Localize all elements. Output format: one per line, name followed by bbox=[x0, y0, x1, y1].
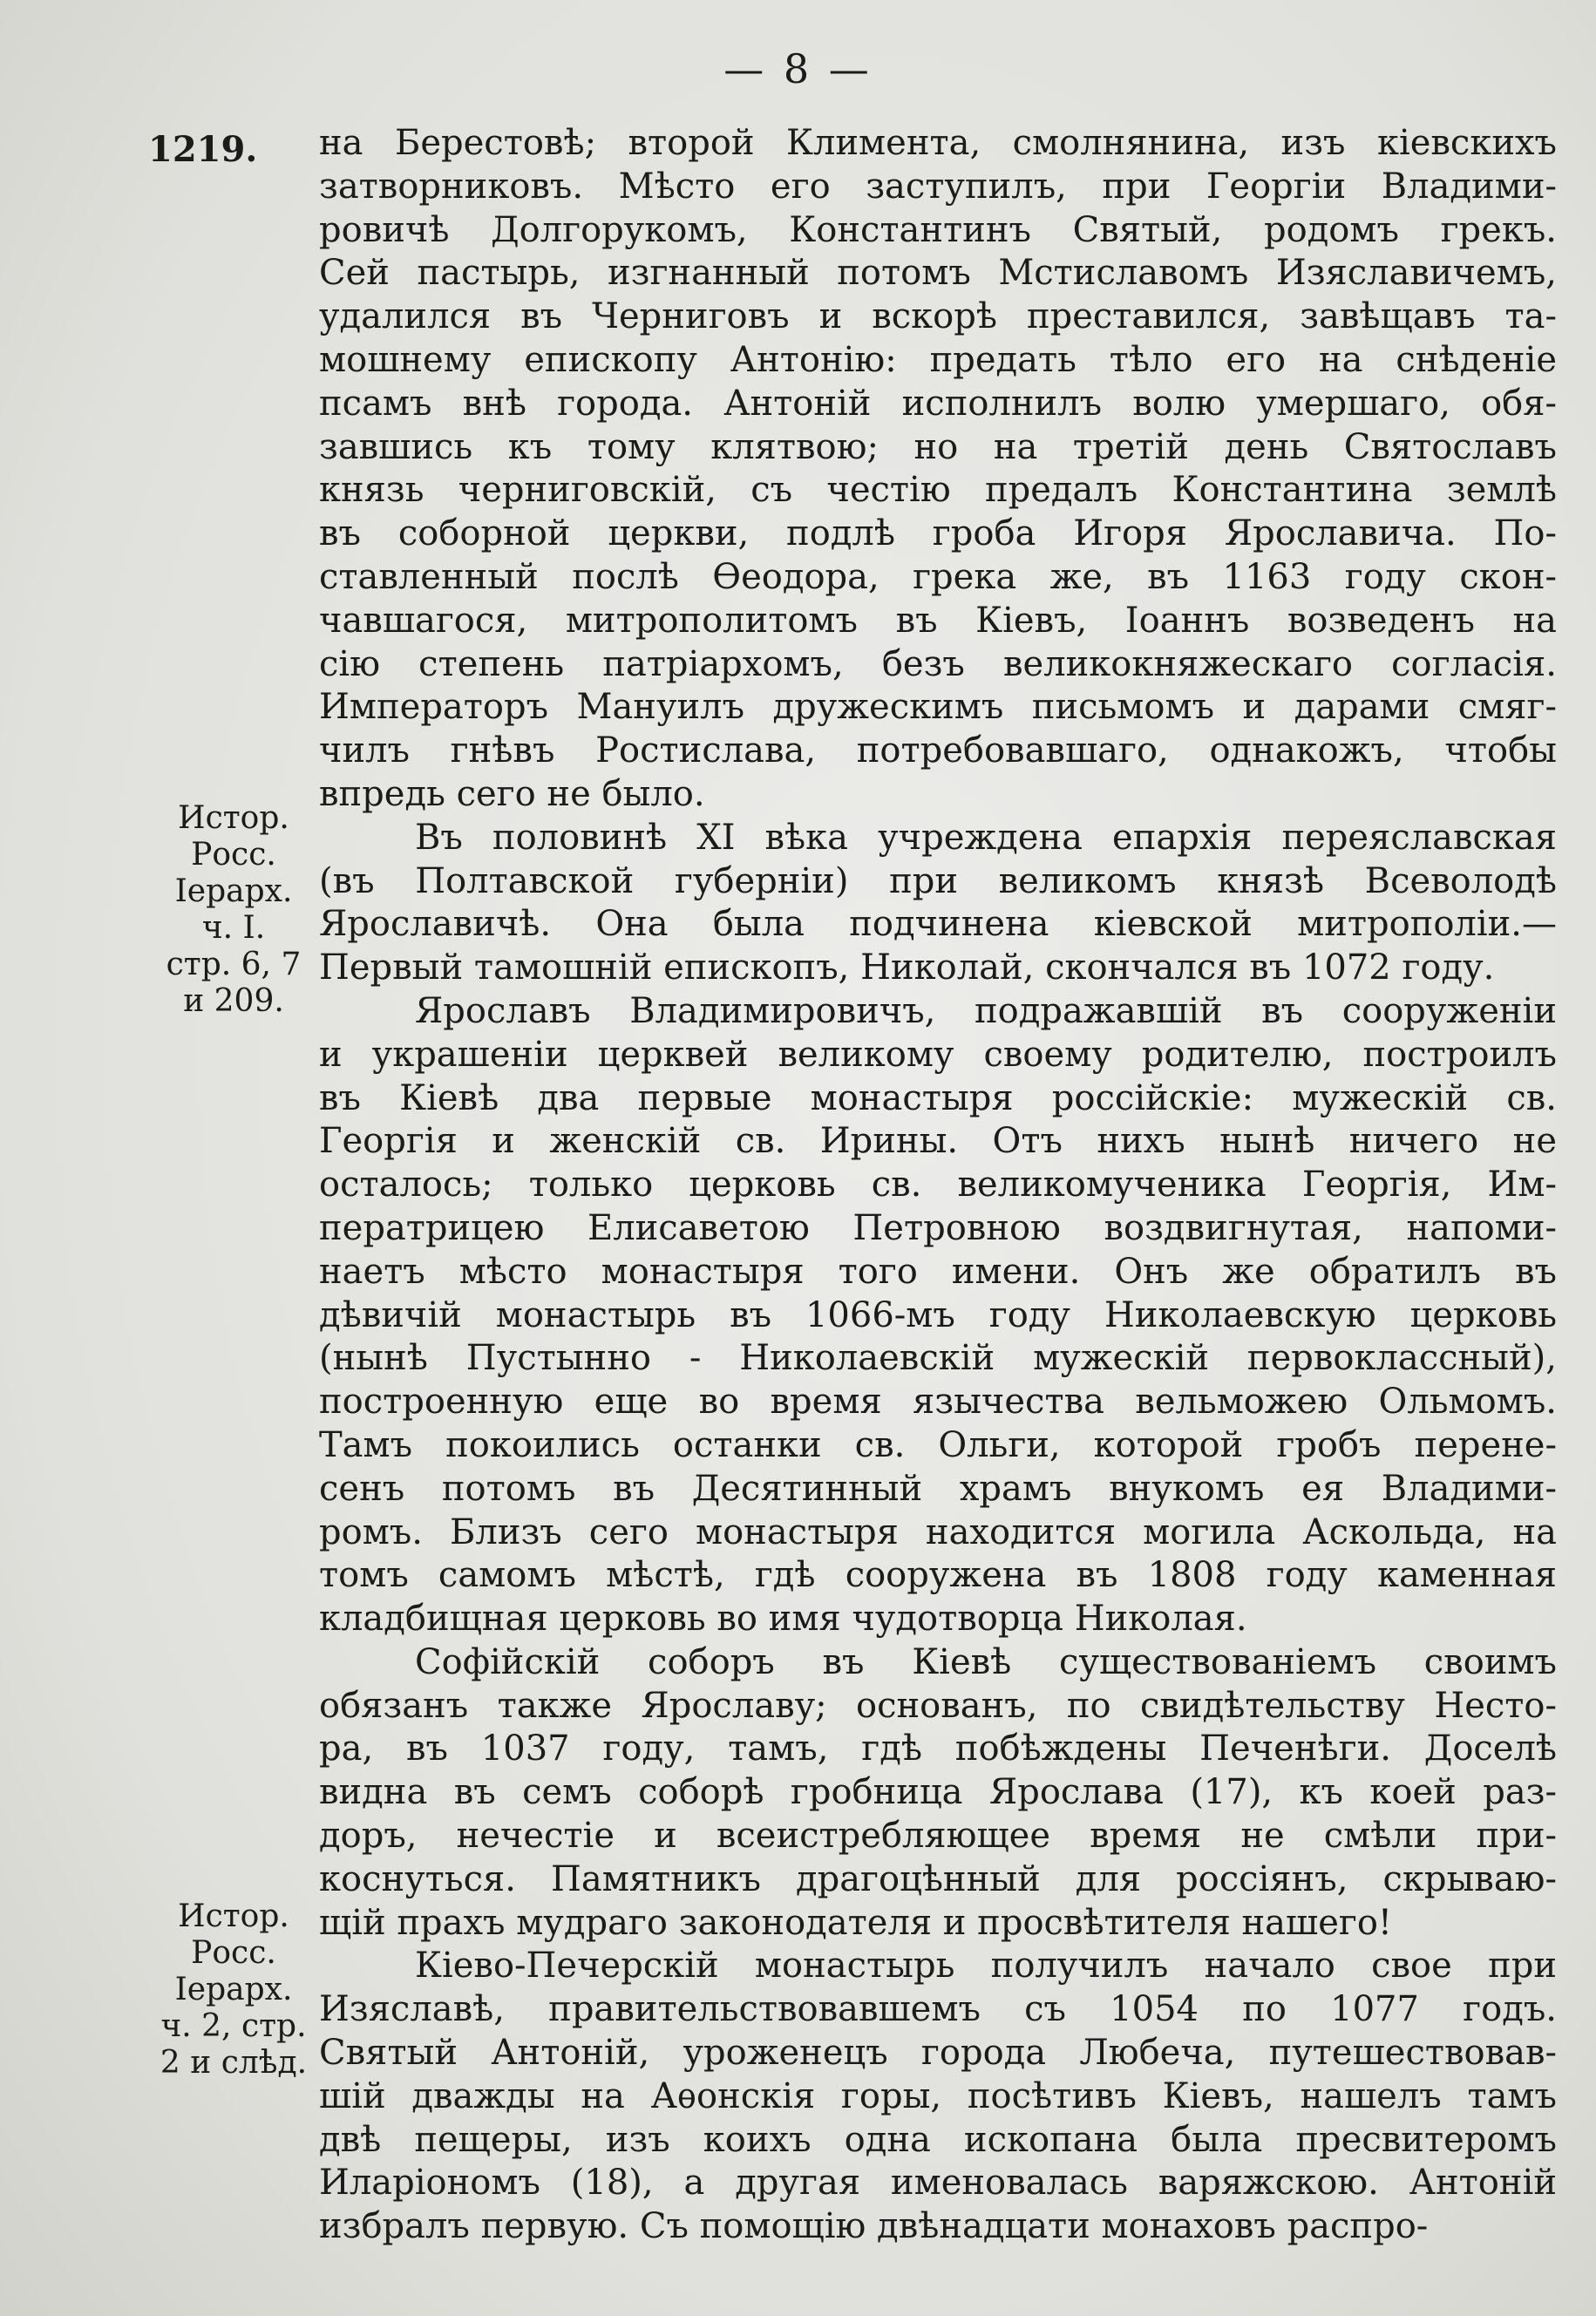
margin-note-line: стр. 6, 7 bbox=[166, 947, 302, 982]
text-line: затворниковъ. Мѣсто его заступилъ, при Георгіи Владими- bbox=[319, 166, 1557, 207]
text-line: ра, въ 1037 году, тамъ, гдѣ побѣждены Печенѣги. Доселѣ bbox=[319, 1729, 1557, 1769]
text-line: осталось; только церковь св. великомученика Георгія, Им- bbox=[319, 1165, 1557, 1206]
text-line: дѣвичій монастырь въ 1066-мъ году Николаевскую церковь bbox=[319, 1294, 1557, 1335]
text-line: кладбищная церковь во имя чудотворца Николая. bbox=[319, 1599, 1247, 1640]
margin-note-line: Росс. bbox=[191, 837, 276, 873]
text-line: коснуться. Памятникъ драгоцѣнный для россіянъ, скрываю- bbox=[319, 1858, 1557, 1899]
text-line: ставленный послѣ Ѳеодора, грека же, въ 1163 году скон- bbox=[319, 556, 1557, 597]
text-line: избралъ первую. Съ помощію двѣнадцати монаховъ распро- bbox=[319, 2206, 1429, 2247]
margin-note-line: ч. 2, стр. bbox=[160, 2008, 307, 2044]
margin-note-line: Истор. bbox=[178, 800, 289, 836]
text-line: томъ самомъ мѣстѣ, гдѣ сооружена въ 1808 году каменная bbox=[319, 1555, 1557, 1596]
text-line: Первый тамошній епископъ, Николай, скончался въ 1072 году. bbox=[319, 947, 1495, 988]
text-line: Императоръ Мануилъ дружескимъ письмомъ и дарами смяг- bbox=[319, 687, 1557, 728]
text-line: Въ половинѣ XI вѣка учреждена епархія переяславская bbox=[415, 817, 1557, 858]
main-text-body bbox=[319, 122, 1557, 2249]
text-line: сенъ потомъ въ Десятинный храмъ внукомъ ея Владими- bbox=[319, 1468, 1557, 1509]
text-line: построенную еще во время язычества вельможею Ольмомъ. bbox=[319, 1382, 1557, 1423]
text-line: Святый Антоній, уроженецъ города Любеча, путешествовав- bbox=[319, 2033, 1557, 2074]
margin-note-line: Росс. bbox=[191, 1935, 276, 1971]
text-line: ромъ. Близъ сего монастыря находится могила Аскольда, на bbox=[319, 1511, 1557, 1552]
text-line: удалился въ Черниговъ и вскорѣ преставился, завѣщавъ та- bbox=[319, 296, 1557, 337]
margin-note-line: Іерарх. bbox=[174, 873, 293, 909]
text-line: наетъ мѣсто монастыря того имени. Онъ же обратилъ въ bbox=[319, 1251, 1557, 1292]
text-line: щій прахъ мудраго законодателя и просвѣтителя нашего! bbox=[319, 1902, 1392, 1943]
text-line: на Берестовѣ; второй Климента, смолнянина, изъ кіевскихъ bbox=[319, 123, 1557, 163]
text-line: сію степень патріархомъ, безъ великокняжескаго согласія. bbox=[319, 643, 1557, 684]
text-line: князь черниговскій, съ честію предалъ Константина землѣ bbox=[319, 470, 1557, 511]
text-line: чилъ гнѣвъ Ростислава, потребовавшаго, однакожъ, чтобы bbox=[319, 730, 1557, 771]
text-line: въ Кіевѣ два первые монастыря россійскіе: мужескій св. bbox=[319, 1077, 1557, 1118]
text-line: видна въ семъ соборѣ гробница Ярослава (17), къ коей раз- bbox=[319, 1772, 1557, 1813]
text-line: Георгія и женскій св. Ирины. Отъ нихъ нынѣ ничего не bbox=[319, 1121, 1557, 1162]
margin-note-line: ч. I. bbox=[201, 910, 266, 946]
margin-note-reference-2 bbox=[146, 1898, 321, 2082]
text-line: ровичѣ Долгорукомъ, Константинъ Святый, родомъ грекъ. bbox=[319, 209, 1557, 250]
text-line: двѣ пещеры, изъ коихъ одна ископана была пресвитеромъ bbox=[319, 2119, 1557, 2160]
text-line: Ярославъ Владимировичъ, подражавшій въ сооруженіи bbox=[415, 990, 1557, 1031]
text-line: шій дважды на Аѳонскія горы, посѣтивъ Кіевъ, нашелъ тамъ bbox=[319, 2075, 1557, 2116]
text-line: Тамъ покоились останки св. Ольги, которой гробъ перене- bbox=[319, 1424, 1557, 1465]
text-line: Сей пастырь, изгнанный потомъ Мстиславомъ Изяславичемъ, bbox=[319, 253, 1557, 294]
margin-note-line: 2 и слѣд. bbox=[160, 2045, 308, 2081]
text-line: (въ Полтавской губерніи) при великомъ князѣ Всеволодѣ bbox=[319, 860, 1557, 901]
margin-note-line: Истор. bbox=[178, 1898, 289, 1934]
text-line: и украшеніи церквей великому своему родителю, построилъ bbox=[319, 1034, 1557, 1075]
text-line: обязанъ также Ярославу; основанъ, по свидѣтельству Несто- bbox=[319, 1685, 1557, 1726]
text-line: мошнему епископу Антонію: предать тѣло его на снѣденіе bbox=[319, 339, 1557, 380]
text-line: ператрицею Елисаветою Петровною воздвигнутая, напоми- bbox=[319, 1207, 1557, 1248]
text-line: Изяславѣ, правительствовавшемъ съ 1054 по 1077 годъ. bbox=[319, 1989, 1557, 2030]
text-line: псамъ внѣ города. Антоній исполнилъ волю умершаго, обя- bbox=[319, 383, 1557, 424]
margin-note-reference-1 bbox=[146, 800, 321, 1020]
text-line: Иларіономъ (18), а другая именовалась варяжскою. Антоній bbox=[319, 2163, 1557, 2204]
text-line: Софійскій соборъ въ Кіевѣ существованіемъ своимъ bbox=[415, 1641, 1557, 1682]
text-line: Кіево-Печерскій монастырь получилъ начало свое при bbox=[415, 1946, 1557, 1987]
text-line: чавшагося, митрополитомъ въ Кіевъ, Іоаннъ возведенъ на bbox=[319, 600, 1557, 641]
text-line: (нынѣ Пустынно - Николаевскій мужескій первоклассный), bbox=[319, 1338, 1557, 1379]
margin-note-line: и 209. bbox=[183, 983, 284, 1019]
text-line: Ярославичѣ. Она была подчинена кіевской митрополіи.— bbox=[319, 904, 1557, 945]
text-line: доръ, нечестіе и всеистребляющее время не смѣли при- bbox=[319, 1816, 1557, 1857]
text-line: завшись къ тому клятвою; но на третій день Святославъ bbox=[319, 426, 1557, 467]
text-line: впредь сего не было. bbox=[319, 773, 705, 814]
margin-year: 1219. bbox=[148, 129, 258, 170]
margin-note-line: Іерарх. bbox=[174, 1972, 293, 2007]
page-number: — 8 — bbox=[723, 45, 873, 92]
text-line: въ соборной церкви, подлѣ гроба Игоря Ярославича. По- bbox=[319, 513, 1557, 554]
